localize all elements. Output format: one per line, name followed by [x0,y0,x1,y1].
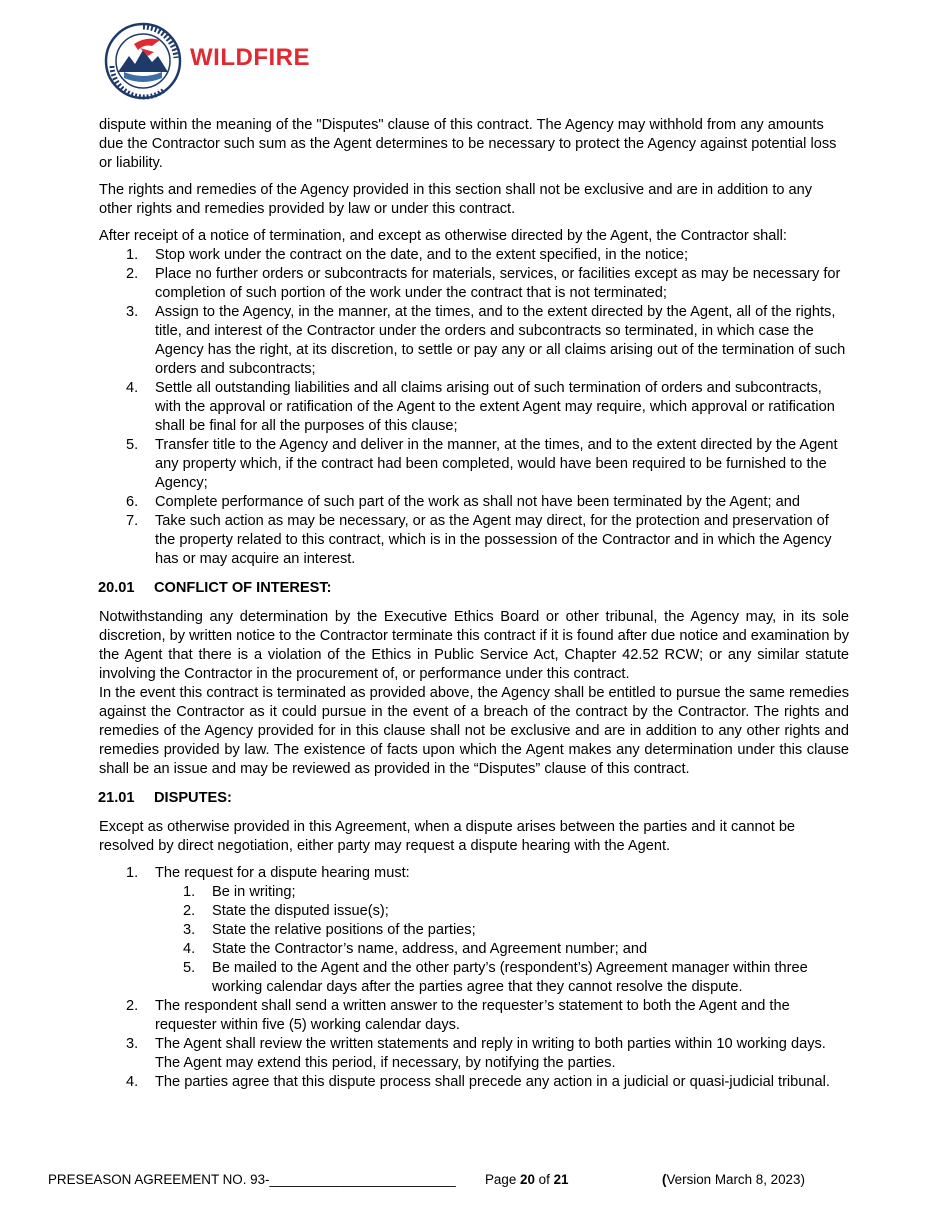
list-item: 3. The Agent shall review the written statements and reply in writing to both parties within 10 working days. The Agent may extend this period, if necessary, by notifying the parties. [126,1036,826,1071]
paragraph: dispute within the meaning of the "Disputes" clause of this contract. The Agency may withhold from any amounts due the Contractor such sum as the Agent determines to be necessary to protect the Agency against potential loss or liability. [99,117,837,171]
sub-list-item: 4. State the Contractor’s name, address, and Agreement number; and [183,941,648,957]
disputes-list [126,864,849,1092]
section-heading-conflict-of-interest: 20.01 CONFLICT OF INTEREST: [98,580,332,596]
list-item: 4. The parties agree that this dispute process shall precede any action in a judicial or quasi-judicial tribunal. [126,1074,830,1090]
section-heading-disputes: 21.01 DISPUTES: [98,790,232,806]
list-item: 2. Place no further orders or subcontracts for materials, services, or facilities except as may be necessary for completion of such portion of the work under the contract that is not terminated; [126,266,841,301]
dispute-request-sublist [183,883,849,997]
paragraph: Except as otherwise provided in this Agreement, when a dispute arises between the parties and it cannot be resolved by direct negotiation, either party may request a dispute hearing with the Agent. [99,819,796,854]
termination-list [126,246,849,569]
document-body [99,116,849,1092]
paragraph: In the event this contract is terminated as provided above, the Agency shall be entitled to pursue the same remedies against the Contractor as it could pursue in the event of a breach of the contract by the Contractor. The rights and remedies of the Agency provided for in this clause shall not be exclusive and are in addition to any other rights and remedies provided by law. The existence of facts upon which the Agent makes any determination under this clause shall be an issue and may be reviewed as provided in the “Disputes” clause of this contract. [99,685,849,777]
dnr-seal-logo [104,22,182,100]
paragraph: After receipt of a notice of termination, and except as otherwise directed by the Agent, the Contractor shall: [99,228,787,244]
paragraph: The rights and remedies of the Agency provided in this section shall not be exclusive and are in addition to any other rights and remedies provided by law or under this contract. [99,182,813,217]
brand-wordmark: WILDFIRE [190,44,310,71]
list-item: 4. Settle all outstanding liabilities and all claims arising out of such termination of orders and subcontracts, with the approval or ratification of the Agent to the extent Agent may require, which approval or ratification shall be final for all the purposes of this clause; [126,380,835,434]
list-item: 1. Stop work under the contract on the date, and to the extent specified, in the notice; [126,247,689,263]
paragraph: Notwithstanding any determination by the Executive Ethics Board or other tribunal, the Agency may, in its sole discretion, by written notice to the Contractor terminate this contract if it is found after due notice and examination by the Agent that there is a violation of the Ethics in Public Service Act, Chapter 42.52 RCW; or any similar statute involving the Contractor in the procurement of, or performance under this contract. [99,609,849,682]
sub-list-item: 5. Be mailed to the Agent and the other party’s (respondent’s) Agreement manager within three working calendar days after the parties agree that they cannot resolve the dispute. [183,960,808,995]
list-item: 1. The request for a dispute hearing must: 1. Be in writing; 2. State the disputed issue(s); 3. State the relative positions of the parties; 4. State the Contractor’s name, address, and Agreement number; and 5. Be mailed to the Agent and the other party’s (respondent’s) Agreement manager within three working calendar days after the parties agree that they cannot resolve the dispute. [126,864,849,997]
agreement-number: PRESEASON AGREEMENT NO. 93-_________________________ [48,1172,456,1187]
list-item: 2. The respondent shall send a written answer to the requester’s statement to both the Agent and the requester within five (5) working calendar days. [126,998,790,1033]
sub-list-item: 2. State the disputed issue(s); [183,903,389,919]
list-item: 6. Complete performance of such part of the work as shall not have been terminated by the Agent; and [126,494,800,510]
list-item: 7. Take such action as may be necessary, or as the Agent may direct, for the protection and preservation of the property related to this contract, which is in the possession of the Contractor and in which the Agency has or may acquire an interest. [126,513,832,567]
version-label: (Version March 8, 2023) [662,1172,805,1187]
sub-list-item: 1. Be in writing; [183,884,296,900]
sub-list-item: 3. State the relative positions of the parties; [183,922,476,938]
page-number: Page 20 of 21 [485,1172,569,1187]
list-item: 5. Transfer title to the Agency and deliver in the manner, at the times, and to the extent directed by the Agent any property which, if the contract had been completed, would have been required to be furnished to the Agency; [126,437,838,491]
list-item: 3. Assign to the Agency, in the manner, at the times, and to the extent directed by the Agent, all of the rights, title, and interest of the Contractor under the orders and subcontracts so terminated, in which case the Agency has the right, at its discretion, to settle or pay any or all claims arising out of the termination of such orders and subcontracts; [126,304,846,377]
